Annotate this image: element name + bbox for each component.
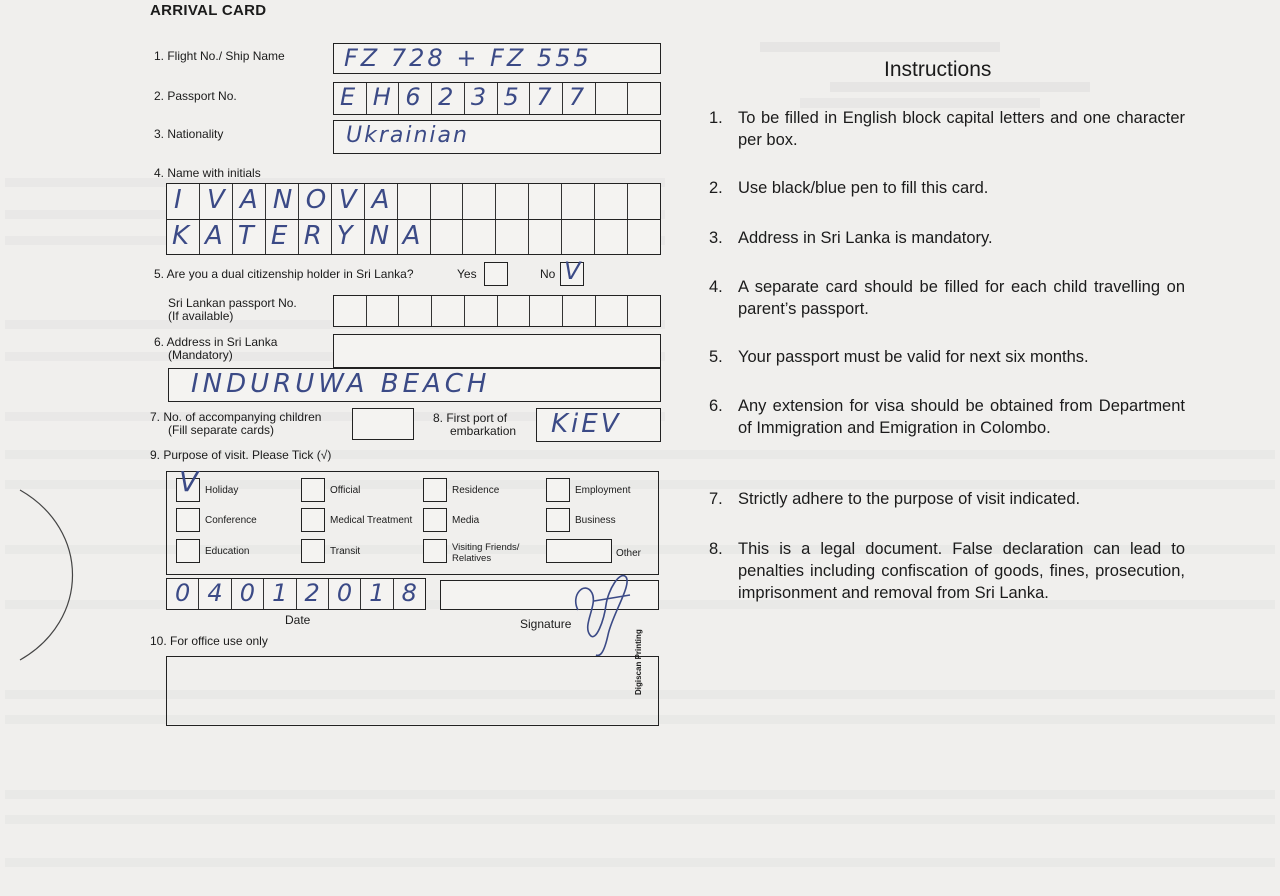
instruction-number: 3. [709, 229, 723, 247]
passport-char: 5 [503, 83, 519, 111]
flight-value: FZ 728 + FZ 555 [344, 44, 592, 72]
purpose-employment-checkbox[interactable] [546, 478, 570, 502]
instruction-text: Use black/blue pen to fill this card. [738, 179, 989, 197]
purpose-holiday-checkbox[interactable] [176, 465, 200, 502]
purpose-visiting-label: Visiting Friends/ [452, 542, 520, 553]
purpose-holiday-mark: V [179, 465, 199, 498]
port-value: KiEV [551, 409, 622, 439]
passport-char: 6 [405, 83, 421, 111]
dual-citizenship-label: 5. Are you a dual citizenship holder in Sri Lanka? [154, 267, 414, 281]
dual-no-mark: V [564, 257, 581, 285]
name-char: A [239, 185, 258, 215]
purpose-media-label: Media [452, 515, 480, 526]
date-char: 1 [369, 579, 385, 607]
purpose-official-label: Official [330, 485, 361, 496]
instruction-number: 2. [709, 179, 723, 197]
sl-passport-hint: (If available) [168, 309, 234, 323]
date-char: 8 [401, 579, 417, 607]
instruction-text: This is a legal document. False declaration can lead to penalties including confiscation of goods, fines, prosecution, imprisonment and removal from Sri Lanka. [738, 540, 1185, 602]
purpose-label: 9. Purpose of visit. Please Tick (√) [150, 448, 332, 462]
purpose-transit-label: Transit [330, 546, 361, 557]
purpose-conference-label: Conference [205, 515, 257, 526]
name-char: A [371, 185, 390, 215]
name-char: V [206, 185, 225, 215]
dual-no-checkbox[interactable] [560, 257, 584, 286]
date-label: Date [285, 613, 311, 627]
instruction-text: Address in Sri Lanka is mandatory. [738, 229, 993, 247]
edge-bracket-mark [0, 470, 90, 670]
instruction-number: 6. [709, 397, 723, 415]
purpose-other-label: Other [616, 548, 642, 559]
instruction-item [709, 276, 1185, 320]
instruction-item [709, 227, 1185, 249]
purpose-media-checkbox[interactable] [423, 508, 447, 532]
passport-char: 3 [470, 83, 487, 111]
purpose-business-label: Business [575, 515, 616, 526]
name-char: V [338, 185, 357, 215]
purpose-holiday-label: Holiday [205, 485, 239, 496]
flight-field[interactable] [333, 43, 661, 74]
date-field[interactable] [166, 578, 426, 610]
purpose-visiting-checkbox[interactable] [423, 539, 447, 563]
passport-char: 7 [568, 83, 585, 111]
passport-char: 2 [438, 83, 454, 111]
nationality-field[interactable] [333, 120, 661, 154]
date-char: 0 [175, 579, 191, 607]
nationality-value: Ukrainian [346, 123, 469, 148]
signature-label: Signature [520, 617, 572, 631]
instruction-item [709, 395, 1185, 439]
name-char: E [270, 221, 288, 251]
name-char: A [402, 221, 421, 251]
sl-passport-label: Sri Lankan passport No. [168, 296, 297, 310]
name-char: N [369, 221, 390, 251]
name-label: 4. Name with initials [154, 166, 261, 180]
purpose-conference-checkbox[interactable] [176, 508, 200, 532]
name-char: R [303, 221, 322, 251]
instruction-number: 7. [709, 490, 723, 508]
instruction-number: 5. [709, 348, 723, 366]
children-hint: (Fill separate cards) [168, 423, 275, 437]
purpose-transit-checkbox[interactable] [301, 539, 325, 563]
instructions-title: Instructions [884, 58, 992, 81]
date-char: 4 [207, 579, 223, 607]
instruction-text: Any extension for visa should be obtained from Department of Immigration and Emigration in Colombo. [738, 397, 1185, 437]
passport-char: H [372, 83, 391, 111]
date-char: 0 [336, 579, 353, 607]
instruction-item [709, 346, 1185, 368]
passport-char: E [340, 83, 356, 111]
date-char: 1 [272, 579, 288, 607]
purpose-residence-label: Residence [452, 485, 500, 496]
port-field[interactable] [536, 408, 661, 442]
instruction-number: 8. [709, 540, 723, 558]
nationality-label: 3. Nationality [154, 127, 224, 141]
date-char: 0 [239, 579, 256, 607]
instruction-item [709, 538, 1185, 604]
purpose-medical-checkbox[interactable] [301, 508, 325, 532]
port-hint: embarkation [450, 424, 517, 438]
address-field-line-2[interactable] [168, 368, 661, 402]
address-hint: (Mandatory) [168, 348, 233, 362]
passport-label: 2. Passport No. [154, 89, 237, 103]
purpose-visiting-label-2: Relatives [452, 553, 492, 564]
children-label: 7. No. of accompanying children [150, 410, 322, 424]
office-use-label: 10. For office use only [150, 634, 268, 648]
purpose-official-checkbox[interactable] [301, 478, 325, 502]
passport-char: 7 [536, 83, 552, 111]
purpose-business-checkbox[interactable] [546, 508, 570, 532]
purpose-employment-label: Employment [575, 485, 631, 496]
instruction-text: To be filled in English block capital letters and one character per box. [738, 109, 1185, 149]
flight-label: 1. Flight No./ Ship Name [154, 49, 285, 63]
instruction-text: A separate card should be filled for each child travelling on parent’s passport. [738, 278, 1185, 318]
name-row-2[interactable] [166, 219, 661, 255]
address-value: INDURUWA BEACH [191, 369, 491, 399]
instruction-item [709, 488, 1185, 510]
name-char: N [272, 185, 293, 215]
instruction-number: 4. [709, 278, 723, 296]
purpose-other-field[interactable] [546, 539, 612, 563]
printer-imprint: Digiscan Printing [634, 629, 643, 695]
name-char: I [174, 185, 182, 215]
instruction-text: Strictly adhere to the purpose of visit indicated. [738, 490, 1081, 508]
name-char: A [204, 221, 223, 251]
name-char: O [305, 185, 327, 215]
dual-yes-checkbox[interactable] [484, 262, 508, 286]
purpose-education-checkbox[interactable] [176, 539, 200, 563]
instruction-item [709, 177, 1185, 199]
name-char: T [237, 221, 254, 251]
instruction-item [709, 107, 1185, 151]
instruction-number: 1. [709, 109, 723, 127]
purpose-residence-checkbox[interactable] [423, 478, 447, 502]
form-title: ARRIVAL CARD [150, 2, 267, 19]
name-row-1[interactable] [166, 183, 661, 219]
date-char: 2 [304, 579, 320, 607]
dual-no-label: No [540, 267, 556, 281]
instruction-text: Your passport must be valid for next six months. [738, 348, 1089, 366]
port-label: 8. First port of [433, 411, 508, 425]
dual-yes-label: Yes [457, 267, 477, 281]
name-char: K [172, 221, 190, 251]
passport-field[interactable] [333, 82, 661, 115]
purpose-education-label: Education [205, 546, 250, 557]
office-use-field [166, 656, 659, 726]
name-char: Y [336, 221, 353, 251]
children-field[interactable] [352, 408, 414, 440]
sl-passport-field[interactable] [333, 295, 661, 327]
purpose-medical-label: Medical Treatment [330, 515, 413, 526]
address-label: 6. Address in Sri Lanka [154, 335, 278, 349]
address-field-line-1[interactable] [333, 334, 661, 368]
